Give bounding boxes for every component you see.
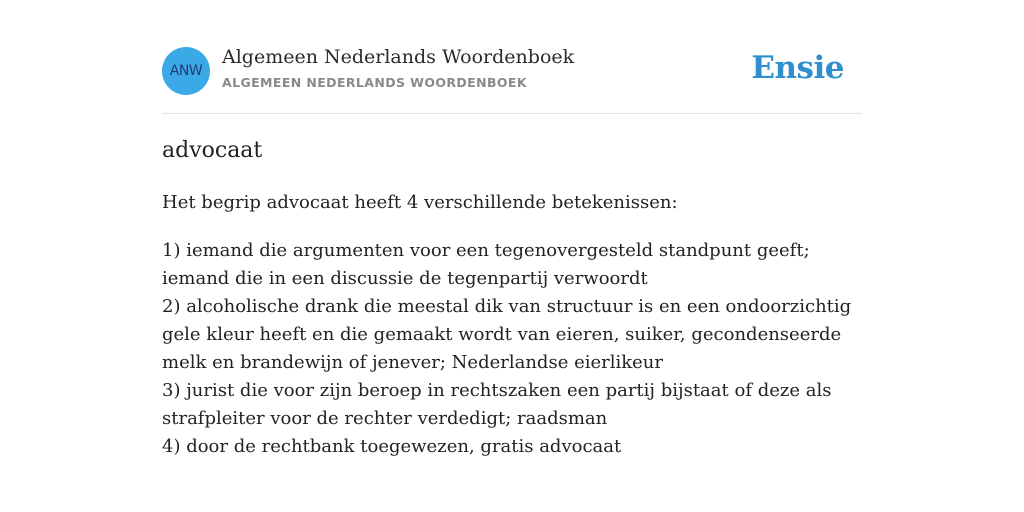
logo-text: ANW xyxy=(169,63,203,79)
source-name[interactable]: Algemeen Nederlands Woordenboek xyxy=(222,46,575,68)
meaning-item: 3) jurist die voor zijn beroep in rechtszaken een partij bijstaat of deze als strafpleiter voor de rechter verdedigt; raadsman xyxy=(162,380,832,429)
anw-logo[interactable] xyxy=(162,47,210,95)
meaning-item: 1) iemand die argumenten voor een tegenovergesteld standpunt geeft; iemand die in een discussie de tegenpartij verwoordt xyxy=(162,240,810,289)
meaning-item: 2) alcoholische drank die meestal dik van structuur is en een ondoorzichtig gele kleur heeft en die gemaakt wordt van eieren, suiker, gecondenseerde melk en brandewijn of jenever; Nederlandse eierlikeur xyxy=(162,296,852,373)
meaning-item: 4) door de rechtbank toegewezen, gratis advocaat xyxy=(162,436,622,457)
meanings-list xyxy=(162,237,862,461)
entry-card xyxy=(162,0,862,512)
entry-intro: Het begrip advocaat heeft 4 verschillende betekenissen: xyxy=(162,192,678,213)
source-header xyxy=(162,46,862,96)
entry-word: advocaat xyxy=(162,138,263,163)
header-divider xyxy=(162,113,862,114)
ensie-brand-logo[interactable]: Ensie xyxy=(751,50,844,86)
source-subtitle: ALGEMEEN NEDERLANDS WOORDENBOEK xyxy=(222,75,527,90)
